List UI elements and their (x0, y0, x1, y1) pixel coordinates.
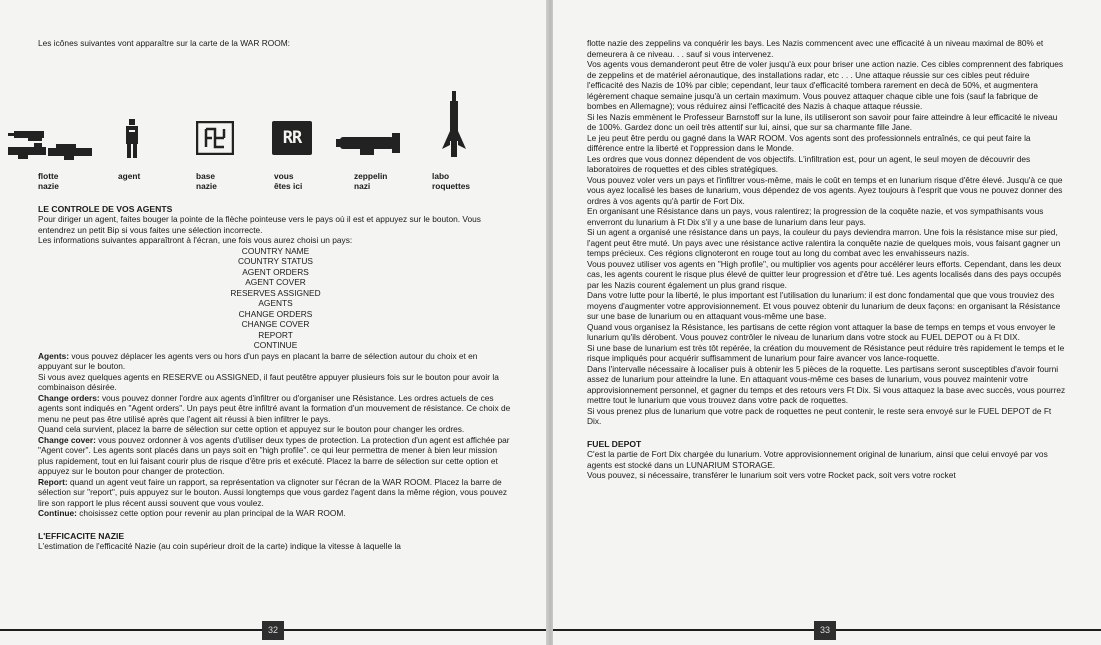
icons-intro: Les icônes suivantes vont apparaître sur la carte de la WAR ROOM: (38, 38, 290, 48)
paragraph: En organisant une Résistance dans un pays, vous ralentirez; la progression de la coquête nazie, et vos sympathisants vous enverront du lunarium à Ft Dix s'il y a une base de lunarium dans leur pays. (587, 206, 1044, 227)
map-icon-legend (38, 97, 513, 192)
menu-item: AGENT ORDERS (242, 266, 309, 277)
right-page (553, 0, 1101, 645)
paragraph: Si une base de lunarium est très tôt repérée, la création du mouvement de Résistance peut réduire très rapidement le temps et le risque impliqués pour acquérir suffisamment de lunarium pour faire avancer vos lance-roquette. (587, 342, 1065, 363)
menu-item: AGENTS (258, 298, 293, 308)
menu-item: AGENT COVER (245, 277, 306, 287)
paragraph-change-orders: Change orders: vous pouvez donner l'ordre aux agents d'infiltrer ou d'organiser une Résistance. Les ordres actuels de ces agents sont indiqués en "Agent orders". Un pays peut être infiltré avant la formation d'un mouvement de résistance. Ce choix de menu ne peut pas être utilisé après que l'agent ait réussi à bien infiltrer le pays. (38, 392, 511, 424)
paragraph-diriger-agent: Pour diriger un agent, faites bouger la pointe de la flèche pointeuse vers le pays où il est et appuyez sur le bouton. Vous entendrez un petit Bip si vous faites une sélection incorrecte. (38, 214, 481, 235)
paragraph: Vous pouvez voler vers un pays et l'infiltrer vous-même, mais le coût en temps et en lunarium risque d'être élevé. Jusqu'à ce que vous ayez localisé les bases de lunarium, vous dépendez de vos agents. Ayez toujours à l'esprit que vous ne pouvez donner des ordres à vos agents qu'à partir de Fort Dix. (587, 174, 1063, 206)
icon-label-agent: agent (118, 170, 141, 181)
paragraph: C'est la partie de Fort Dix chargée du lunarium. Votre approvisionnement original de lunarium, ainsi que celui envoyé par vos agents est stocké dans un LUNARIUM STORAGE. (587, 449, 1048, 470)
paragraph: Les ordres que vous donnez dépendent de vos objectifs. L'infiltration est, pour un agent, le seul moyen de découvrir des laboratoires de roquettes et des cibles stratégiques. (587, 153, 1031, 174)
flotte-nazie-icon (8, 127, 96, 169)
left-page-content (38, 38, 513, 552)
vous-etes-ici-icon: RR (272, 121, 312, 155)
labo-roquettes-icon (442, 91, 466, 159)
paragraph: Vos agents vous demanderont peut être de voler jusqu'à eux pour briser une action nazie. Ces cibles comprennent des fabriques de zeppelins et de matériel aéronautique, des installations radar, etc . . . Une attaque réussie sur ces cibles peut réduire l'efficacité des Nazis de 10% par cible; cependant, leur taux d'efficacité tombera rarement en decà de 50%, et augmentera légèrement chaque semaine jusqu'à un certain maximum. Vous pouvez attaquer chaque cible une fois (sauf la fabrique de bombes en Allemagne); vous réduirez ainsi l'efficacité des Nazis à chaque attaque réussie. (587, 59, 1064, 111)
icon-label-vous: vous êtes ici (274, 170, 303, 191)
left-page (0, 0, 548, 645)
label-report: Report: (38, 476, 68, 487)
paragraph: Vous pouvez utiliser vos agents en "High profile", ou multiplier vos agents pour accélérer leurs efforts. Cependant, dans les deux cas, les agents courent le risque plus élevé de quitter leur progression et d'être tué. Les agents localisés dans des pays occupés par les Nazis courent également un plus grand risque. (587, 258, 1062, 290)
page-number: 32 (262, 621, 284, 640)
zeppelin-nazi-icon (336, 131, 402, 157)
country-menu-list (38, 246, 513, 351)
heading-efficacite-nazie: L'EFFICACITE NAZIE (38, 530, 125, 541)
paragraph-report: Report: quand un agent veut faire un rapport, sa représentation va clignoter sur l'écran de la WAR ROOM. Placez la barre de sélection sur "report", puis appuyez sur le bouton. Aussi longtemps que vous gardez l'agent dans la même région, vous pouvez lire son rapport le plus récent aussi souvent que vous voulez. (38, 476, 508, 508)
menu-item: RESERVES ASSIGNED (230, 287, 321, 298)
icon-label-zeppelin: zeppelin nazi (354, 170, 388, 191)
label-change-orders: Change orders: (38, 392, 100, 403)
paragraph: Le jeu peut être perdu ou gagné dans la WAR ROOM. Vos agents sont des professionnels entraînés, ce qui peut faire la différence entre la liberté et l'oppression dans le Monde. (587, 132, 1031, 153)
menu-item: COUNTRY NAME (241, 245, 310, 256)
paragraph: Si les Nazis emmènent le Professeur Barnstoff sur la lune, ils utiliseront son savoir pour faire atteindre à leur efficacité le niveau de 100%. Gardez donc un oeil très attentif sur lui, ainsi, que sur sa charmante fille Jane. (587, 111, 1058, 132)
paragraph: Quand vous organisez la Résistance, les partisans de cette région vont attaquer la base de temps en temps et vous envoyer le lunarium qu'ils dérobent. Vous pouvez contrôler le niveau de lunarium dans votre stock au FUEL DEPOT ou à Ft DIX. (587, 321, 1056, 342)
label-continue: Continue: (38, 508, 77, 518)
menu-item: REPORT (258, 329, 293, 340)
paragraph: Si vous prenez plus de lunarium que votre pack de roquettes ne peut contenir, le reste sera envoyé sur le FUEL DEPOT de Ft Dix. (587, 405, 1052, 426)
paragraph: Dans votre lutte pour la liberté, le plus important est l'utilisation du lunarium: il est donc fondamental que que vous trouviez des moyens d'augmenter votre approvisionnement. Et vous pouvez obtenir du lunarium de deux façons: en organisant la Résistance sur une base de lunarium ou en attaquant vous-même une base. (587, 290, 1061, 321)
paragraph-change-cover: Change cover: vous pouvez ordonner à vos agents d'utiliser deux types de protection. La protection d'un agent est affichée par "Agent cover". Les agents sont placés dans un pays soit en "high profile". ce qui leur permettra de mener à bien leur mission plus rapidement, tout en lui faisant courir plus de risque d'être pris et exécuté. Placez la barre de sélection sur cette option et appuyez sur le bouton pour changer de protection. (38, 434, 510, 476)
menu-item: CONTINUE (253, 340, 298, 350)
paragraph-agents: Agents: vous pouvez déplacer les agents vers ou hors d'un pays en placant la barre de sélection autour du choix et en appuyant sur le bouton. (38, 350, 478, 371)
menu-item: COUNTRY STATUS (238, 256, 313, 266)
heading-fuel-depot: FUEL DEPOT (587, 438, 642, 449)
paragraph: Si un agent a organisé une résistance dans un pays, la couleur du pays deviendra marron. Une fois la résistance mise sur pied, l'agent peut être muté. Un pays avec une résistance active ralentira la conquête nazie de quelques mois, vous faisant gagner un temps précieux. Ces régions clignoteront en rouge tout au long du combat avec les envahisseurs nazis. (587, 227, 1061, 258)
paragraph-informations: Les informations suivantes apparaîtront à l'écran, une fois vous aurez choisi un pays: (38, 235, 353, 245)
label-agents: Agents: (38, 350, 70, 361)
page-number: 33 (814, 621, 836, 640)
icon-label-flotte: flotte nazie (38, 170, 59, 191)
menu-item: CHANGE ORDERS (238, 308, 313, 319)
paragraph-reserve: Si vous avez quelques agents en RESERVE ou ASSIGNED, il faut peutêtre appuyer plusieurs fois sur le bouton pour avoir la combinaison désirée. (38, 371, 499, 392)
base-nazie-icon (196, 121, 234, 155)
paragraph-continue: Continue: choisissez cette option pour revenir au plan principal de la WAR ROOM. (38, 508, 346, 518)
paragraph-quand: Quand cela survient, placez la barre de sélection sur cette option et appuyez sur le bouton pour changer les ordres. (38, 424, 465, 434)
icon-label-base: base nazie (196, 170, 217, 191)
paragraph: Dans l'intervalle nécessaire à localiser puis à obtenir les 5 pièces de la roquette. Les partisans seront susceptibles d'avoir fourni assez de lunarium pour atteindre la lune. En attaquant vous-même ces bases de lunarium, vous pouvez maintenir votre approvisionnement personnel, et gagner du temps et des retours vers Ft Dix. Si vous attaquez la base avec succès, vous pourrez mettre tout le lunarium que vous trouvez dans votre pack de roquettes. (587, 363, 1066, 405)
icon-label-labo: labo roquettes (432, 170, 471, 191)
heading-controle-agents: LE CONTROLE DE VOS AGENTS (38, 203, 173, 214)
right-page-content (587, 38, 1067, 481)
menu-item: CHANGE COVER (241, 319, 310, 329)
paragraph: Vous pouvez, si nécessaire, transférer le lunarium soit vers votre Rocket pack, soit vers votre rocket (587, 470, 956, 480)
agent-icon (124, 119, 140, 159)
paragraph-efficacite: L'estimation de l'efficacité Nazie (au coin supérieur droit de la carte) indique la vitesse à laquelle la (38, 541, 401, 551)
label-change-cover: Change cover: (38, 434, 96, 445)
paragraph: flotte nazie des zeppelins va conquérir les bays. Les Nazis commencent avec une efficacité à un niveau maximal de 80% et demeurera à ce niveau. . . sauf si vous intervenez. (587, 38, 1044, 59)
